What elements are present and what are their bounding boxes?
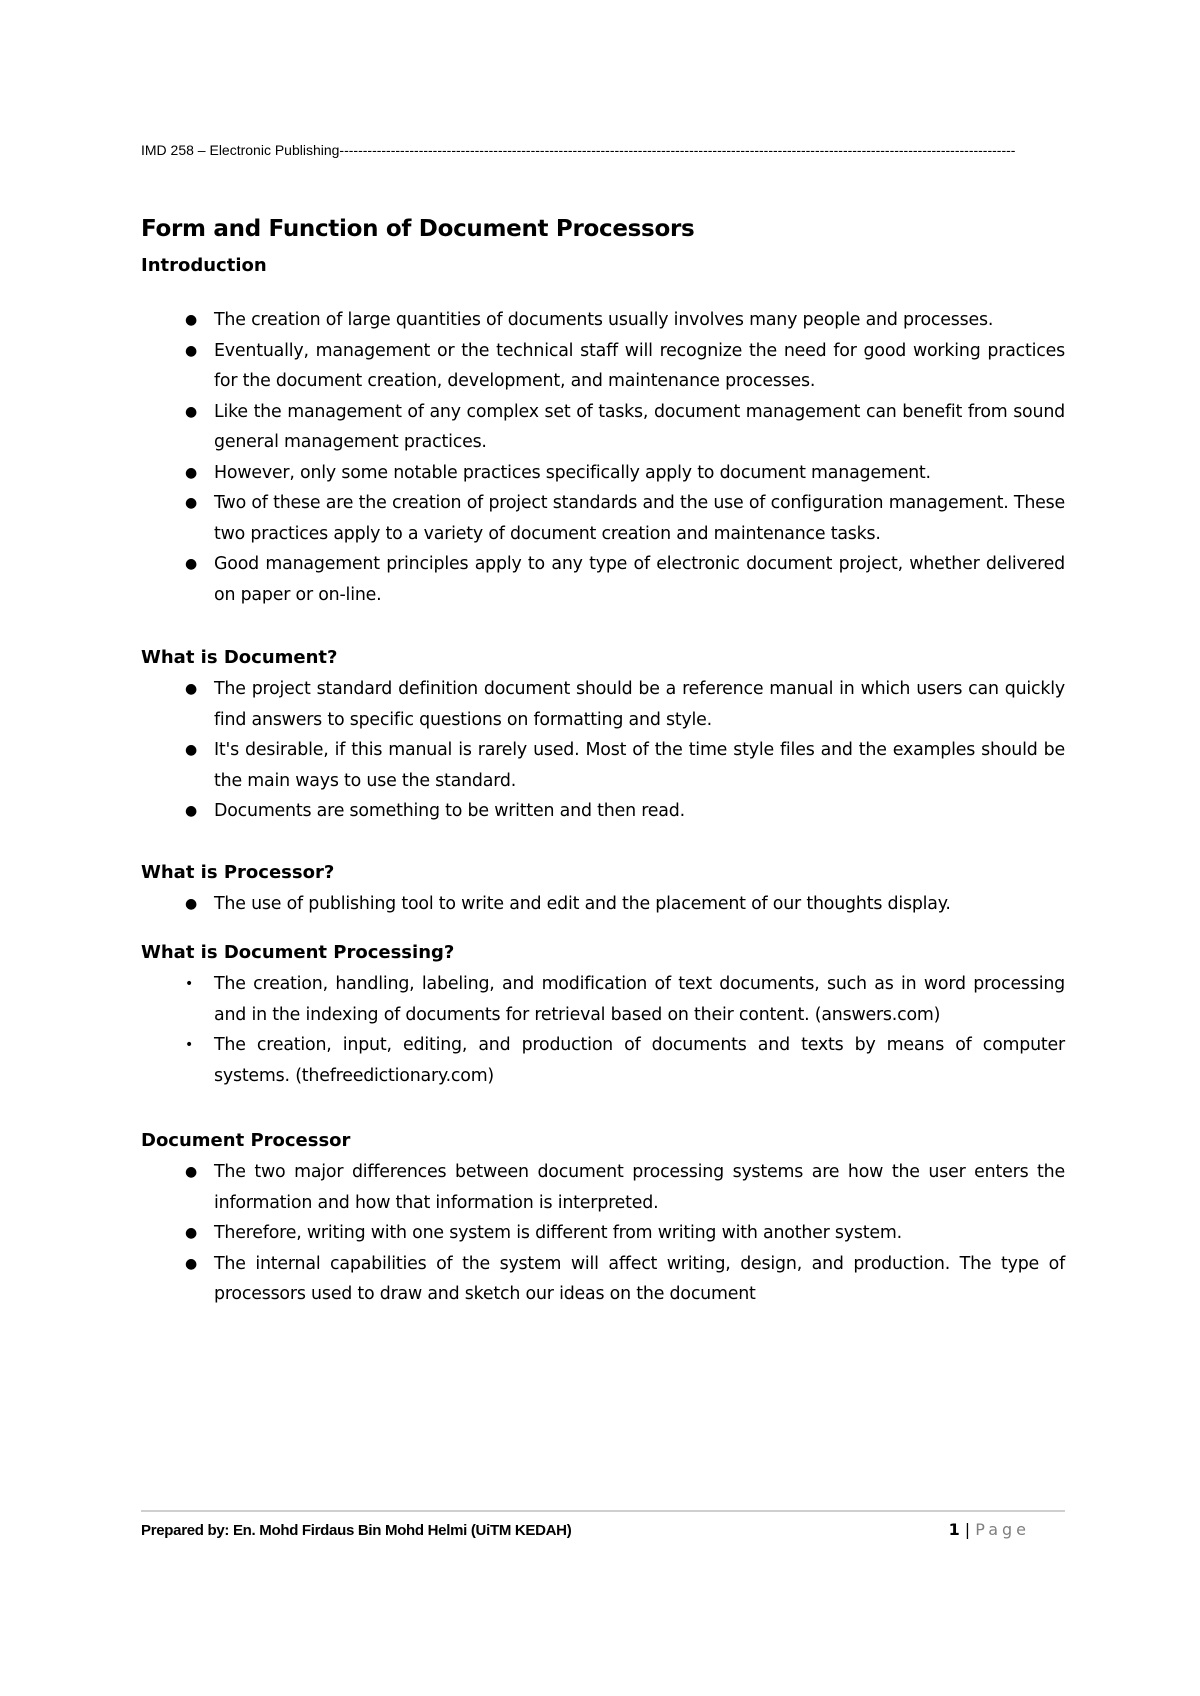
list-item <box>141 1030 1065 1091</box>
list-item <box>141 336 1065 397</box>
list-item <box>141 549 1065 610</box>
bullet-icon: ● <box>185 1164 198 1180</box>
bullet-icon: ● <box>185 342 198 359</box>
list-item-text: It's desirable, if this manual is rarely used. Most of the time style files and the examples should be the main ways to use the standard. <box>214 740 1065 791</box>
bullet-list-what-is-processor <box>141 889 1065 920</box>
section-heading-what-is-document-processing: What is Document Processing? <box>141 942 455 963</box>
list-item-text: The internal capabilities of the system will affect writing, design, and production. The type of processors used to draw and sketch our ideas on the document <box>214 1253 1065 1304</box>
list-item <box>141 397 1065 458</box>
list-item-text: The project standard definition document should be a reference manual in which users can quickly find answers to specific questions on formatting and style. <box>214 679 1065 730</box>
list-item-text: Eventually, management or the technical staff will recognize the need for good working practices for the document creation, development, and maintenance processes. <box>214 340 1065 391</box>
page-separator: | <box>959 1520 976 1539</box>
bullet-icon: ● <box>185 681 198 697</box>
footer-page-indicator <box>949 1520 1030 1539</box>
footer-prepared-by: Prepared by: En. Mohd Firdaus Bin Mohd Helmi (UiTM KEDAH) <box>141 1522 572 1539</box>
bullet-icon: ● <box>185 495 198 511</box>
list-item-text: The creation, handling, labeling, and modification of text documents, such as in word processing and in the indexing of documents for retrieval based on their content. (answers.com) <box>214 974 1065 1025</box>
section-heading-what-is-document: What is Document? <box>141 647 338 668</box>
list-item <box>141 796 1065 827</box>
bullet-icon: ● <box>185 896 198 912</box>
bullet-list-what-is-document <box>141 674 1065 827</box>
bullet-list-document-processor <box>141 1157 1065 1310</box>
bullet-list-what-is-document-processing <box>141 969 1065 1091</box>
bullet-icon: ● <box>185 1225 198 1241</box>
list-item-text: However, only some notable practices specifically apply to document management. <box>214 462 931 483</box>
bullet-icon: • <box>185 976 194 992</box>
list-item <box>141 1249 1065 1310</box>
document-title: Form and Function of Document Processors <box>141 216 695 242</box>
section-heading-what-is-processor: What is Processor? <box>141 862 335 883</box>
footer-divider <box>141 1510 1065 1512</box>
list-item <box>141 735 1065 796</box>
list-item-text: The two major differences between document processing systems are how the user enters the information and how that information is interpreted. <box>214 1162 1065 1213</box>
bullet-icon: ● <box>185 556 198 572</box>
list-item-text: Documents are something to be written and then read. <box>214 801 685 821</box>
running-header: IMD 258 – Electronic Publishing------------------------------------------------------------------------------------------------------------------------------------------------- <box>141 142 1016 158</box>
list-item-text: Therefore, writing with one system is different from writing with another system. <box>214 1223 902 1243</box>
bullet-icon: • <box>185 1037 194 1053</box>
list-item <box>141 488 1065 549</box>
list-item-text: The creation, input, editing, and production of documents and texts by means of computer systems. (thefreedictionary.com) <box>214 1035 1065 1086</box>
list-item <box>141 1218 1065 1249</box>
bullet-list-introduction <box>141 305 1065 610</box>
list-item <box>141 969 1065 1030</box>
bullet-icon: ● <box>185 403 198 420</box>
list-item <box>141 458 1065 489</box>
list-item <box>141 1157 1065 1218</box>
page-number: 1 <box>948 1520 960 1539</box>
list-item <box>141 889 1065 920</box>
list-item-text: The use of publishing tool to write and edit and the placement of our thoughts display. <box>214 894 951 914</box>
list-item <box>141 674 1065 735</box>
bullet-icon: ● <box>185 312 198 328</box>
bullet-icon: ● <box>185 1255 198 1272</box>
list-item <box>141 305 1065 336</box>
list-item-text: Good management principles apply to any type of electronic document project, whether delivered on paper or on-line. <box>214 554 1065 605</box>
bullet-icon: ● <box>185 742 198 758</box>
list-item-text: Two of these are the creation of project standards and the use of configuration management. These two practices apply to a variety of document creation and maintenance tasks. <box>214 493 1065 544</box>
bullet-icon: ● <box>185 803 198 819</box>
list-item-text: Like the management of any complex set of tasks, document management can benefit from sound general management practices. <box>214 401 1065 452</box>
section-heading-document-processor: Document Processor <box>141 1130 351 1151</box>
page-label: Page <box>975 1520 1030 1539</box>
section-heading-introduction: Introduction <box>141 255 267 276</box>
bullet-icon: ● <box>185 464 198 481</box>
list-item-text: The creation of large quantities of documents usually involves many people and processes. <box>214 310 994 330</box>
